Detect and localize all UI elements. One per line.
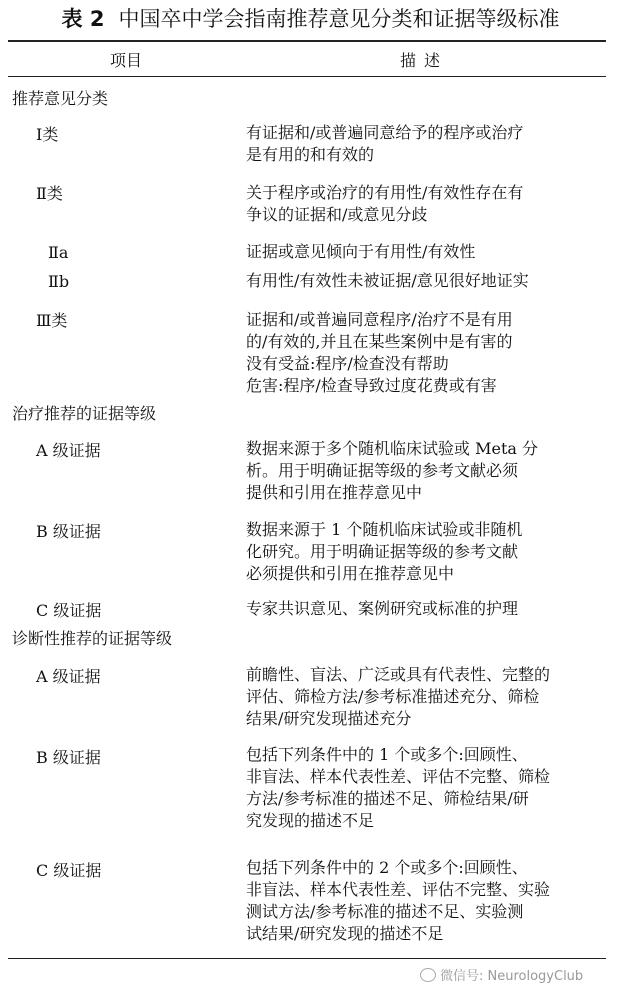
row-label: Ⅲ类 bbox=[36, 311, 68, 330]
table-caption: 中国卒中学会指南推荐意见分类和证据等级标准 bbox=[118, 7, 560, 31]
top-rule bbox=[8, 40, 606, 42]
row-description: 证据或意见倾向于有用性/有效性 bbox=[246, 242, 476, 261]
bottom-rule bbox=[8, 958, 606, 959]
header-rule bbox=[8, 76, 606, 77]
section-heading: 诊断性推荐的证据等级 bbox=[12, 629, 173, 648]
row-label: A 级证据 bbox=[36, 667, 101, 686]
row-description: 数据来源于 1 个随机临床试验或非随机 化研究。用于明确证据等级的参考文献 必须提供和引用在推荐意见中 bbox=[246, 520, 523, 583]
row-description: 前瞻性、盲法、广泛或具有代表性、完整的 评估、筛检方法/参考标准描述充分、筛检 结果/研究发现描述充分 bbox=[246, 665, 551, 728]
section-heading: 治疗推荐的证据等级 bbox=[12, 404, 157, 423]
row-label: Ⅱb bbox=[48, 272, 70, 291]
row-description: 有证据和/或普遍同意给予的程序或治疗 是有用的和有效的 bbox=[246, 123, 524, 164]
column-header-item: 项目 bbox=[110, 51, 143, 70]
row-label: Ⅰ类 bbox=[36, 125, 59, 144]
row-label: C 级证据 bbox=[36, 861, 102, 880]
section-heading: 推荐意见分类 bbox=[12, 89, 109, 108]
row-label: B 级证据 bbox=[36, 748, 101, 767]
row-description: 有用性/有效性未被证据/意见很好地证实 bbox=[246, 271, 529, 290]
row-label: Ⅱa bbox=[48, 243, 69, 262]
row-description: 专家共识意见、案例研究或标准的护理 bbox=[246, 599, 519, 618]
row-label: C 级证据 bbox=[36, 601, 102, 620]
row-label: Ⅱ类 bbox=[36, 184, 63, 203]
row-description: 关于程序或治疗的有用性/有效性存在有 争议的证据和/或意见分歧 bbox=[246, 183, 524, 224]
column-header-description: 描述 bbox=[400, 51, 449, 70]
table-title bbox=[0, 6, 621, 32]
row-description: 包括下列条件中的 2 个或多个:回顾性、 非盲法、样本代表性差、评估不完整、实验 测试方法/参考标准的描述不足、实验测 试结果/研究发现的描述不足 bbox=[246, 858, 551, 943]
wechat-icon bbox=[420, 968, 436, 982]
row-description: 数据来源于多个随机临床试验或 Meta 分 析。用于明确证据等级的参考文献必须 提供和引用在推荐意见中 bbox=[246, 439, 538, 502]
row-label: B 级证据 bbox=[36, 522, 101, 541]
watermark: 微信号: NeurologyClub bbox=[420, 965, 583, 984]
row-label: A 级证据 bbox=[36, 441, 101, 460]
table-number: 表 2 bbox=[61, 7, 105, 31]
row-description: 证据和/或普遍同意程序/治疗不是有用 的/有效的,并且在某些案例中是有害的 没有受益:程序/检查没有帮助 危害:程序/检查导致过度花费或有害 bbox=[246, 310, 513, 395]
row-description: 包括下列条件中的 1 个或多个:回顾性、 非盲法、样本代表性差、评估不完整、筛检 方法/参考标准的描述不足、筛检结果/研 究发现的描述不足 bbox=[246, 745, 551, 830]
